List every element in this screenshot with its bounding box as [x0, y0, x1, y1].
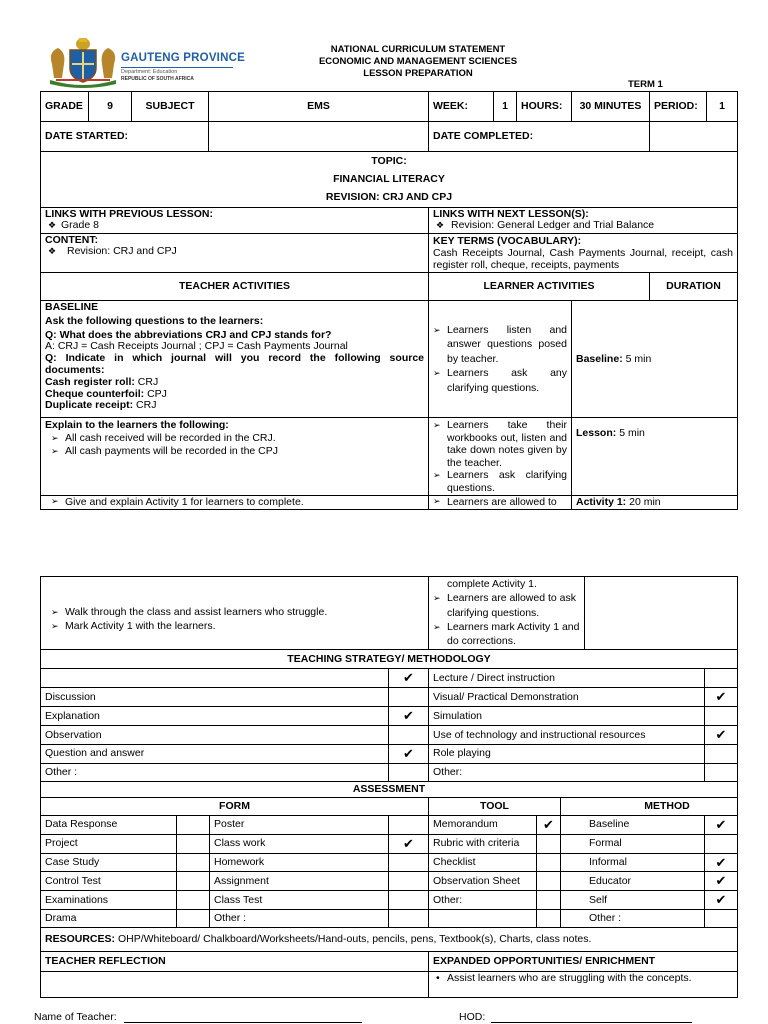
date-completed-label: DATE COMPLETED:	[429, 122, 650, 152]
activities-head-row	[41, 273, 738, 301]
week-label: WEEK:	[429, 92, 494, 122]
baseline-learner-item: ➢ Learners ask any clarifying questions.	[433, 366, 567, 395]
form-tick[interactable]	[177, 910, 210, 928]
grade-value: 9	[89, 92, 132, 122]
form-tick[interactable]	[177, 872, 210, 891]
form-tick[interactable]	[389, 910, 429, 928]
lesson-learner-cell	[429, 418, 572, 496]
assessment-row	[41, 910, 738, 928]
form-item: Data Response	[41, 815, 177, 834]
topic-row	[41, 152, 738, 208]
content-cell	[41, 234, 429, 273]
lesson-item: ➢ All cash received will be recorded in the CRJ.	[51, 432, 424, 445]
baseline-duration-value: 5 min	[625, 352, 652, 365]
page2-teacher-list	[45, 605, 424, 633]
resources-text: OHP/Whiteboard/ Chalkboard/Worksheets/Hand-outs, pencils, pens, Textbook(s), Charts, class notes.	[117, 933, 592, 946]
teacher-name-line[interactable]	[124, 1022, 362, 1023]
activity1-learner-list	[433, 496, 567, 509]
form-item: Drama	[41, 910, 177, 928]
grade-label: GRADE	[41, 92, 89, 122]
strategy-left-tick[interactable]	[389, 726, 429, 745]
hod-label: HOD:	[459, 1011, 486, 1023]
enrichment-content	[429, 972, 738, 998]
strategy-heading-row	[41, 650, 738, 669]
strategy-heading: TEACHING STRATEGY/ METHODOLOGY	[41, 650, 738, 669]
reflection-label: TEACHER REFLECTION	[41, 952, 429, 972]
lesson-duration-cell	[572, 418, 738, 496]
lesson-teacher-cell	[41, 418, 429, 496]
form-item: Homework	[210, 853, 389, 872]
hod-line[interactable]	[491, 1022, 692, 1023]
activity1-continued-row	[41, 577, 738, 650]
baseline-question2: Q: Indicate in which journal will you record the following source documents:	[45, 352, 424, 376]
baseline-teacher-cell	[41, 301, 429, 418]
strategy-left-tick[interactable]: ✔	[389, 669, 429, 688]
content-row	[41, 234, 738, 273]
strategy-right-tick[interactable]: ✔	[705, 726, 738, 745]
strategy-row	[41, 726, 738, 745]
page2-teacher-item: ➢ Walk through the class and assist learners who struggle.	[51, 605, 424, 619]
method-heading: METHOD	[561, 797, 738, 815]
period-value: 1	[707, 92, 738, 122]
assessment-heading-row	[41, 781, 738, 797]
form-tick[interactable]	[177, 853, 210, 872]
links-previous-label: LINKS WITH PREVIOUS LESSON:	[45, 208, 214, 220]
hours-label: HOURS:	[517, 92, 572, 122]
method-tick[interactable]	[705, 834, 738, 853]
strategy-right-label: Other:	[429, 763, 705, 781]
doc-value-3: CRJ	[136, 399, 157, 412]
strategy-right-label: Lecture / Direct instruction	[429, 669, 705, 688]
form-tick[interactable]	[389, 815, 429, 834]
method-tick[interactable]: ✔	[705, 872, 738, 891]
tool-item: Memorandum	[429, 815, 537, 834]
form-item: Class work	[210, 834, 389, 853]
tool-tick[interactable]	[537, 834, 561, 853]
assessment-row	[41, 834, 738, 853]
baseline-duration-cell	[572, 301, 738, 418]
hours-value: 30 MINUTES	[572, 92, 650, 122]
tool-item: Other:	[429, 891, 537, 910]
form-item: Assignment	[210, 872, 389, 891]
strategy-row	[41, 763, 738, 781]
logo-rule	[121, 67, 233, 68]
bullet-icon: •	[436, 972, 440, 985]
topic-cell	[41, 152, 738, 208]
header-line2: ECONOMIC AND MANAGEMENT SCIENCES	[318, 56, 518, 67]
doc-label-1: Cash register roll:	[45, 375, 135, 388]
resources-row	[41, 928, 738, 952]
method-item: Informal	[561, 853, 705, 872]
lesson-duration-label: Lesson:	[576, 427, 617, 439]
tool-item: Rubric with criteria	[429, 834, 537, 853]
tool-item: Checklist	[429, 853, 537, 872]
activity1-duration-value: 20 min	[629, 496, 661, 508]
baseline-learner-list	[433, 323, 567, 396]
form-item: Control Test	[41, 872, 177, 891]
method-item: Formal	[561, 834, 705, 853]
teacher-name-field	[34, 1011, 117, 1023]
resources-label: RESOURCES:	[45, 933, 116, 946]
form-tick[interactable]	[389, 872, 429, 891]
info-row	[41, 92, 738, 122]
activity1-teacher-list	[45, 496, 424, 509]
strategy-left-tick[interactable]: ✔	[389, 707, 429, 726]
lesson-learner-item: ➢ Learners ask clarifying questions.	[433, 469, 567, 494]
method-tick[interactable]: ✔	[705, 815, 738, 834]
date-started-value[interactable]	[209, 122, 429, 152]
tool-tick[interactable]: ✔	[537, 815, 561, 834]
links-row	[41, 208, 738, 234]
form-heading: FORM	[41, 797, 429, 815]
tool-tick[interactable]	[537, 872, 561, 891]
page2-teacher-item: ➢ Mark Activity 1 with the learners.	[51, 619, 424, 633]
teacher-activities-heading: TEACHER ACTIVITIES	[41, 273, 429, 301]
strategy-right-label: Role playing	[429, 744, 705, 763]
tool-tick[interactable]	[537, 853, 561, 872]
tool-item: Observation Sheet	[429, 872, 537, 891]
tool-tick[interactable]	[537, 910, 561, 928]
form-tick[interactable]: ✔	[389, 834, 429, 853]
form-item: Other :	[210, 910, 389, 928]
baseline-learner-item: ➢ Learners listen and answer questions posed by teacher.	[433, 323, 567, 367]
topic-line2: REVISION: CRJ AND CPJ	[325, 191, 453, 203]
strategy-left-tick[interactable]	[389, 688, 429, 707]
links-previous	[41, 208, 429, 234]
tool-heading: TOOL	[429, 797, 561, 815]
page2-learner-cell	[429, 577, 585, 650]
strategy-right-tick[interactable]	[705, 669, 738, 688]
strategy-row	[41, 688, 738, 707]
doc-value-2: CPJ	[147, 387, 167, 400]
strategy-left-label	[41, 669, 389, 688]
doc-value-1: CRJ	[137, 375, 159, 388]
links-next	[429, 208, 738, 234]
week-value: 1	[494, 92, 517, 122]
links-next-label: LINKS WITH NEXT LESSON(S):	[433, 208, 589, 220]
lesson-row	[41, 418, 738, 496]
form-item: Case Study	[41, 853, 177, 872]
form-tick[interactable]	[177, 815, 210, 834]
header-line1: NATIONAL CURRICULUM STATEMENT	[330, 44, 506, 55]
enrichment-label: EXPANDED OPPORTUNITIES/ ENRICHMENT	[429, 952, 738, 972]
logo-sub2: REPUBLIC OF SOUTH AFRICA	[121, 76, 194, 82]
learner-activities-heading: LEARNER ACTIVITIES	[429, 273, 650, 301]
logo-title: GAUTENG PROVINCE	[121, 52, 245, 64]
method-tick[interactable]: ✔	[705, 891, 738, 910]
activity1-learner-item: ➢ Learners are allowed to	[433, 496, 567, 509]
topic-label: TOPIC:	[371, 155, 407, 167]
strategy-right-label: Visual/ Practical Demonstration	[429, 688, 705, 707]
strategy-row	[41, 744, 738, 763]
assessment-subheading-row	[41, 797, 738, 815]
activity1-row	[41, 496, 738, 510]
strategy-right-label: Simulation	[429, 707, 705, 726]
date-completed-value[interactable]	[650, 122, 738, 152]
content-label: CONTENT:	[45, 234, 99, 246]
key-terms-label: KEY TERMS (VOCABULARY):	[433, 235, 582, 247]
assessment-row	[41, 891, 738, 910]
lesson-list	[45, 432, 424, 458]
strategy-left-label: Other :	[41, 763, 389, 781]
activity1-duration-cell	[572, 496, 738, 510]
lesson-item: ➢ All cash payments will be recorded in the CPJ	[51, 445, 424, 458]
method-item: Baseline	[561, 815, 705, 834]
key-terms-cell	[429, 234, 738, 273]
links-previous-item: ❖ Grade 8	[45, 220, 424, 231]
method-item: Self	[561, 891, 705, 910]
lesson-title: Explain to the learners the following:	[45, 419, 229, 431]
page2-learner-continued: complete Activity 1.	[447, 578, 537, 590]
header-line3: LESSON PREPARATION	[363, 68, 473, 79]
page2-duration-cell	[585, 577, 738, 650]
assessment-row	[41, 853, 738, 872]
assessment-heading: ASSESSMENT	[41, 781, 738, 797]
reflection-heading-row	[41, 952, 738, 972]
activity1-teacher-item: ➢ Give and explain Activity 1 for learners to complete.	[51, 496, 424, 509]
strategy-left-label: Discussion	[41, 688, 389, 707]
topic-line1: FINANCIAL LITERACY	[333, 173, 445, 185]
method-tick[interactable]	[705, 910, 738, 928]
hod-field	[459, 1011, 485, 1023]
term-label: TERM 1	[628, 79, 663, 90]
content-item: ❖ Revision: CRJ and CPJ	[45, 246, 424, 257]
baseline-duration-label: Baseline:	[576, 352, 623, 365]
activity1-duration-label: Activity 1:	[576, 496, 627, 508]
baseline-title: BASELINE	[45, 301, 99, 313]
teacher-name-label: Name of Teacher:	[34, 1011, 117, 1023]
strategy-left-label: Question and answer	[41, 744, 389, 763]
reflection-content-row	[41, 972, 738, 998]
baseline-answer1: A: CRJ = Cash Receipts Journal ; CPJ = Cash Payments Journal	[45, 340, 348, 353]
assessment-row	[41, 872, 738, 891]
page2-learner-item: ➢ Learners are allowed to ask clarifying questions.	[433, 591, 580, 620]
doc-label-2: Cheque counterfoil:	[45, 387, 145, 400]
doc-row-3	[45, 400, 424, 412]
enrichment-item-text: Assist learners who are struggling with the concepts.	[447, 972, 692, 985]
subject-value: EMS	[209, 92, 429, 122]
strategy-right-tick[interactable]: ✔	[705, 688, 738, 707]
form-item: Examinations	[41, 891, 177, 910]
dates-row	[41, 122, 738, 152]
page2-learner-list	[433, 591, 580, 648]
tool-item	[429, 910, 537, 928]
strategy-row	[41, 707, 738, 726]
tool-tick[interactable]	[537, 891, 561, 910]
form-tick[interactable]	[389, 891, 429, 910]
form-tick[interactable]	[389, 853, 429, 872]
form-item: Project	[41, 834, 177, 853]
strategy-row	[41, 669, 738, 688]
lesson-table-page1	[40, 91, 738, 510]
method-item: Educator	[561, 872, 705, 891]
lesson-duration-value: 5 min	[619, 427, 645, 439]
strategy-left-tick[interactable]	[389, 763, 429, 781]
form-item: Class Test	[210, 891, 389, 910]
baseline-learner-cell	[429, 301, 572, 418]
baseline-row	[41, 301, 738, 418]
strategy-right-tick[interactable]	[705, 763, 738, 781]
reflection-content[interactable]	[41, 972, 429, 998]
strategy-right-tick[interactable]	[705, 744, 738, 763]
coat-of-arms-icon	[44, 34, 122, 88]
period-label: PERIOD:	[650, 92, 707, 122]
logo-sub1: Department: Education	[121, 69, 178, 75]
strategy-right-label: Use of technology and instructional resources	[429, 726, 705, 745]
activity1-learner-cell	[429, 496, 572, 510]
subject-label: SUBJECT	[132, 92, 209, 122]
doc-label-3: Duplicate receipt:	[45, 399, 134, 412]
strategy-left-tick[interactable]: ✔	[389, 744, 429, 763]
lesson-learner-list	[433, 419, 567, 494]
lesson-table-page2	[40, 576, 738, 998]
method-tick[interactable]: ✔	[705, 853, 738, 872]
form-item: Poster	[210, 815, 389, 834]
strategy-right-tick[interactable]	[705, 707, 738, 726]
strategy-left-label: Explanation	[41, 707, 389, 726]
form-tick[interactable]	[177, 834, 210, 853]
links-next-item: ❖ Revision: General Ledger and Trial Balance	[433, 220, 733, 231]
enrichment-item	[433, 972, 733, 985]
header-title	[270, 44, 566, 80]
date-started-label: DATE STARTED:	[41, 122, 209, 152]
activity1-teacher-cell	[41, 496, 429, 510]
page2-teacher-cell	[41, 577, 429, 650]
assessment-row	[41, 815, 738, 834]
strategy-left-label: Observation	[41, 726, 389, 745]
gauteng-logo	[44, 34, 244, 88]
method-item: Other :	[561, 910, 705, 928]
lesson-learner-item: ➢ Learners take their workbooks out, listen and take down notes given by the teacher.	[433, 419, 567, 469]
resources-cell	[41, 928, 738, 952]
page2-learner-item: ➢ Learners mark Activity 1 and do corrections.	[433, 620, 580, 649]
form-tick[interactable]	[177, 891, 210, 910]
baseline-ask: Ask the following questions to the learners:	[45, 314, 264, 327]
baseline-question1: Q: What does the abbreviations CRJ and CPJ stands for?	[45, 328, 332, 341]
duration-heading: DURATION	[650, 273, 738, 301]
key-terms-text: Cash Receipts Journal, Cash Payments Journal, receipt, cash register roll, cheque, receipts, payments	[433, 247, 733, 271]
